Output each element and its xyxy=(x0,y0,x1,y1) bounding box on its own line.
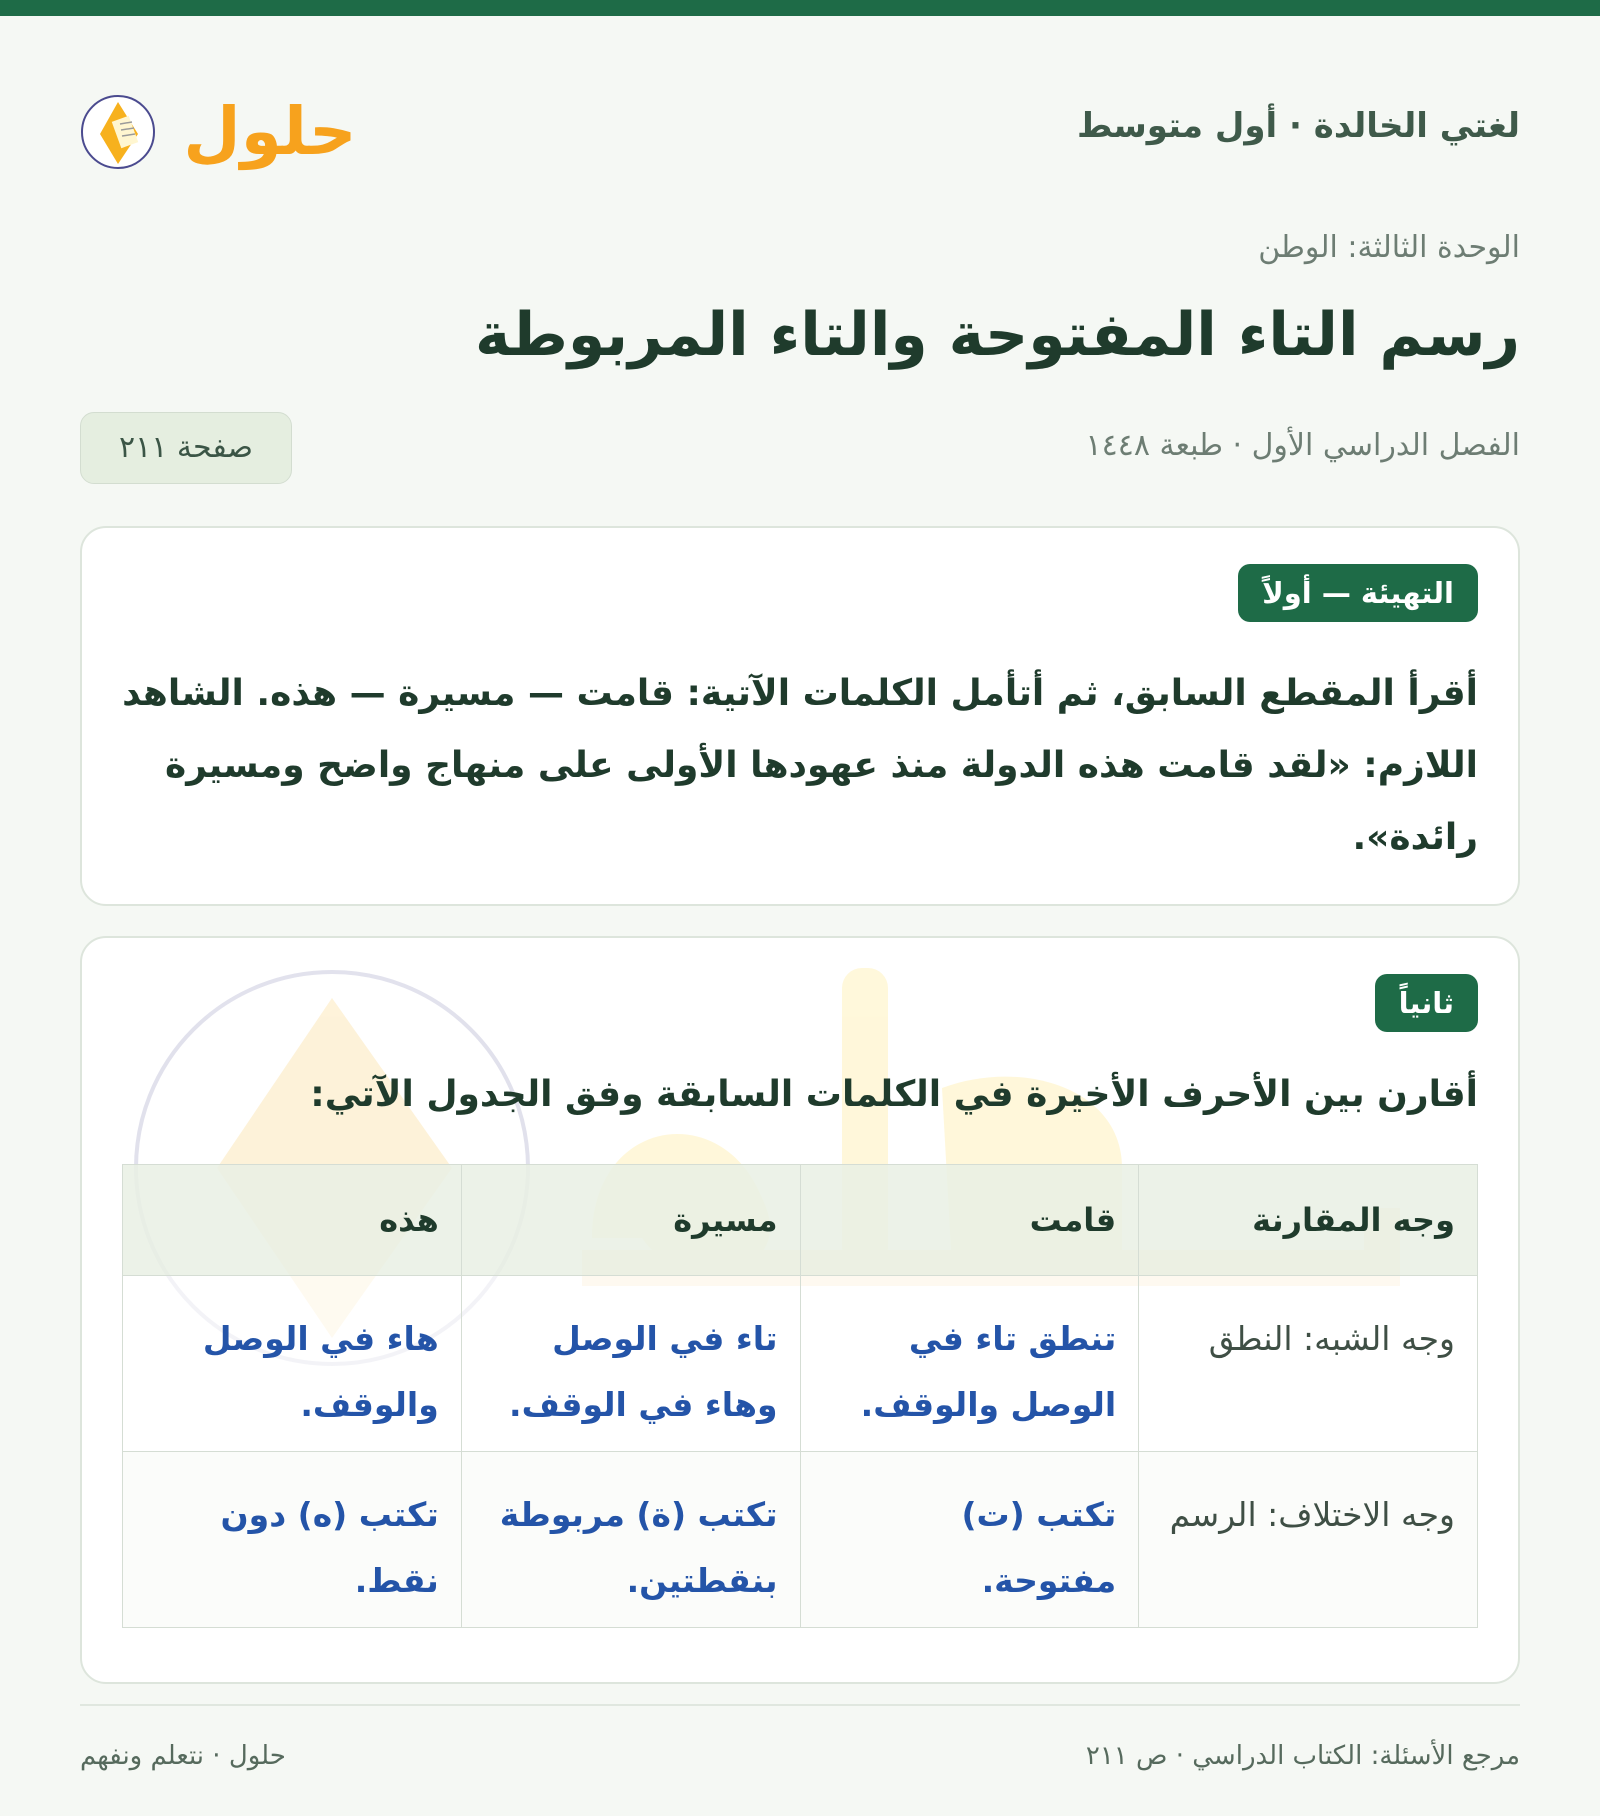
table-header-cell: قامت xyxy=(800,1165,1139,1276)
hulul-logo xyxy=(80,72,380,192)
table-row xyxy=(123,1276,1478,1452)
footer-divider xyxy=(80,1704,1520,1706)
row-label: وجه الشبه: النطق xyxy=(1139,1276,1478,1452)
section-compare-card xyxy=(80,936,1520,1684)
comparison-table xyxy=(122,1164,1478,1628)
header xyxy=(80,16,1520,216)
term-edition: الفصل الدراسي الأول · طبعة ١٤٤٨ xyxy=(1085,428,1520,463)
section-tag: التهيئة — أولاً xyxy=(1238,564,1478,622)
table-header-cell: هذه xyxy=(123,1165,462,1276)
answer-cell: تكتب (ة) مربوطة بنقطتين. xyxy=(461,1452,800,1628)
footer-brand: حلول · نتعلم ونفهم xyxy=(80,1741,286,1771)
table-header-cell: وجه المقارنة xyxy=(1139,1165,1478,1276)
footer-reference: مرجع الأسئلة: الكتاب الدراسي · ص ٢١١ xyxy=(1085,1741,1520,1771)
warmup-text: أقرأ المقطع السابق، ثم أتأمل الكلمات الآتية: قامت — مسيرة — هذه. الشاهد اللازم: «لقد قامت هذه الدولة منذ عهودها الأولى على منهاج واضح ومسيرة رائدة». xyxy=(122,673,1478,858)
answer-cell: تكتب (ت) مفتوحة. xyxy=(800,1452,1139,1628)
answer-cell: هاء في الوصل والوقف. xyxy=(123,1276,462,1452)
book-title: لغتي الخالدة · أول متوسط xyxy=(1076,106,1520,146)
answer-cell: تكتب (ه) دون نقط. xyxy=(123,1452,462,1628)
table-header-cell: مسيرة xyxy=(461,1165,800,1276)
answer-cell: تاء في الوصل وهاء في الوقف. xyxy=(461,1276,800,1452)
table-header-row xyxy=(123,1165,1478,1276)
compare-prompt: أقارن بين الأحرف الأخيرة في الكلمات السابقة وفق الجدول الآتي: xyxy=(310,1074,1478,1115)
logo-text: حلول xyxy=(183,93,357,170)
page xyxy=(80,16,1520,1816)
table-row xyxy=(123,1452,1478,1628)
top-accent-bar xyxy=(0,0,1600,16)
answer-cell: تنطق تاء في الوصل والوقف. xyxy=(800,1276,1139,1452)
section-tag: ثانياً xyxy=(1375,974,1478,1032)
unit-label: الوحدة الثالثة: الوطن xyxy=(1258,230,1520,265)
row-label: وجه الاختلاف: الرسم xyxy=(1139,1452,1478,1628)
section-warmup-card xyxy=(80,526,1520,906)
lesson-title: رسم التاء المفتوحة والتاء المربوطة xyxy=(475,300,1520,370)
page-badge: صفحة ٢١١ xyxy=(80,412,292,484)
